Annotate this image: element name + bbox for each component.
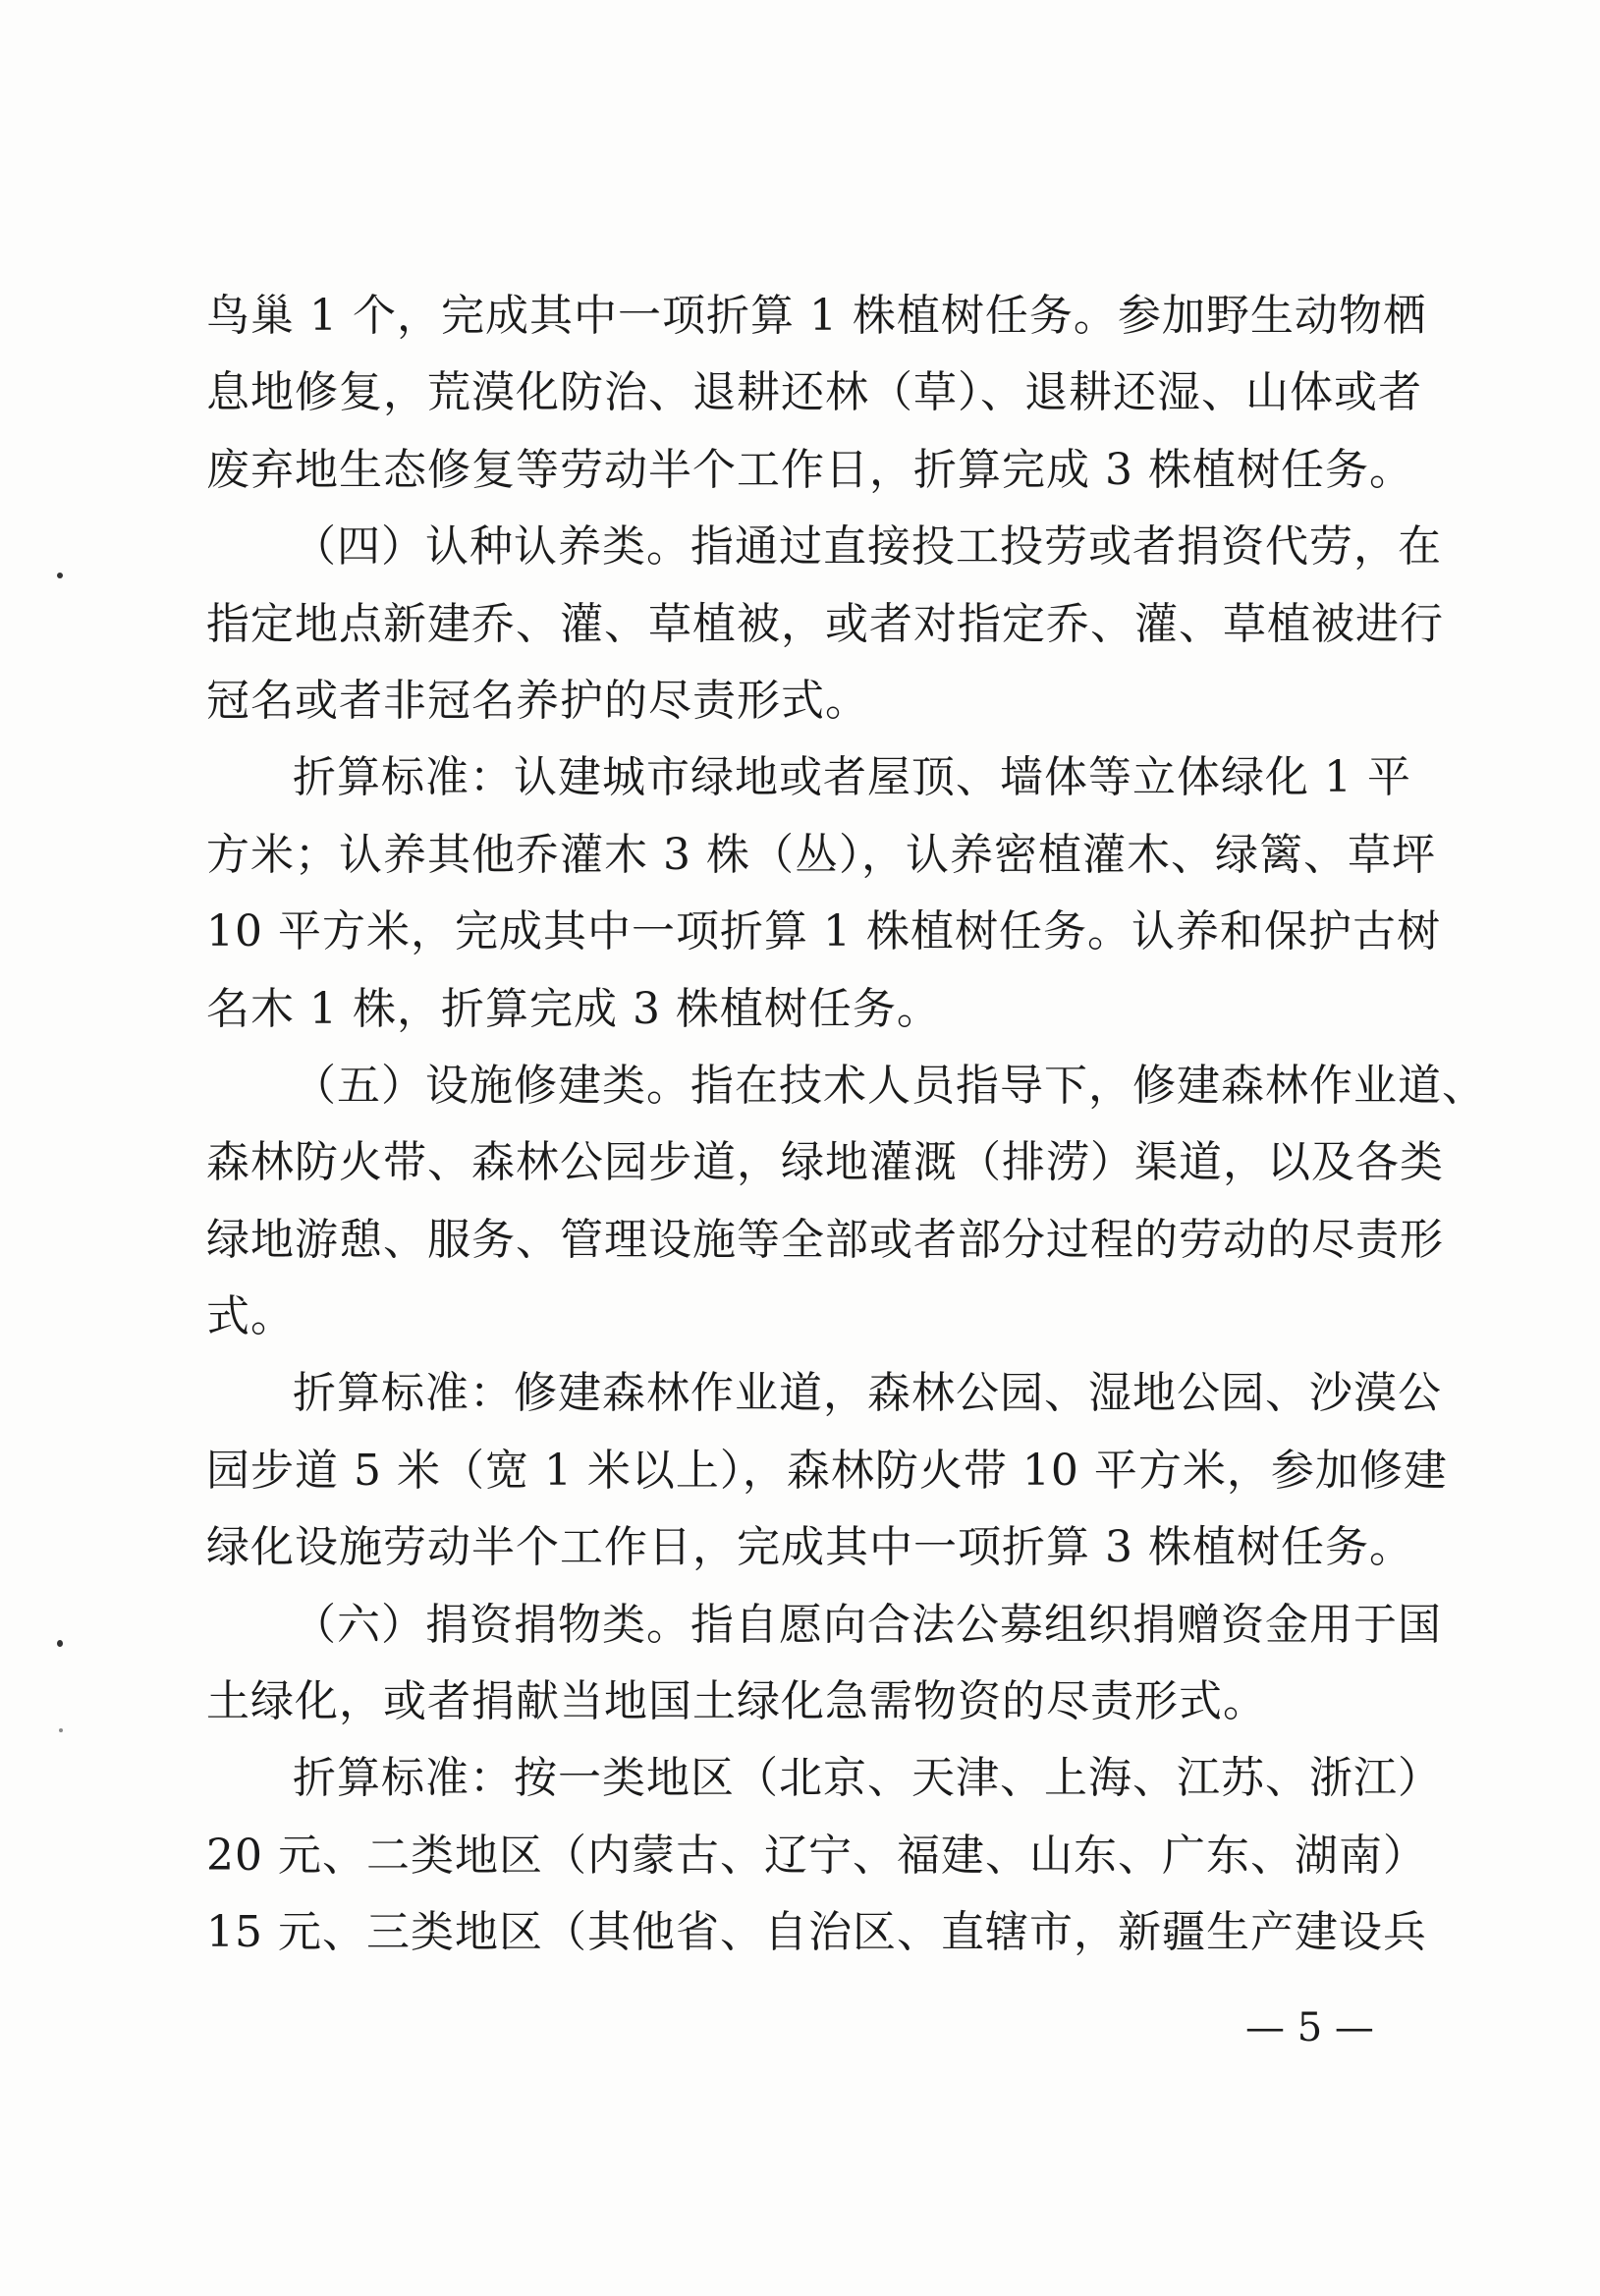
scan-speck — [57, 573, 63, 578]
body-line: 园步道 5 米（宽 1 米以上），森林防火带 10 平方米，参加修建 — [206, 1445, 1448, 1496]
body-line: 20 元、二类地区（内蒙古、辽宁、福建、山东、广东、湖南） — [206, 1830, 1427, 1881]
body-line: 方米；认养其他乔灌木 3 株（丛），认养密植灌木、绿篱、草坪 — [206, 829, 1436, 880]
body-line: 指定地点新建乔、灌、草植被，或者对指定乔、灌、草植被进行 — [206, 598, 1444, 649]
paragraph-start-line: 折算标准：认建城市绿地或者屋顶、墙体等立体绿化 1 平 — [293, 752, 1411, 803]
body-line: 息地修复，荒漠化防治、退耕还林（草）、退耕还湿、山体或者 — [206, 367, 1422, 418]
body-line: 冠名或者非冠名养护的尽责形式。 — [206, 675, 869, 726]
scan-speck — [57, 1640, 63, 1647]
body-line: 鸟巢 1 个，完成其中一项折算 1 株植树任务。参加野生动物栖 — [206, 291, 1427, 341]
body-line: 绿化设施劳动半个工作日，完成其中一项折算 3 株植树任务。 — [206, 1522, 1413, 1573]
body-line: 绿地游憩、服务、管理设施等全部或者部分过程的劳动的尽责形 — [206, 1214, 1444, 1265]
document-body — [206, 278, 1486, 1972]
scan-speck — [59, 1728, 63, 1732]
body-line: 10 平方米，完成其中一项折算 1 株植树任务。认养和保护古树 — [206, 906, 1441, 957]
body-line: 式。 — [206, 1291, 295, 1342]
section-heading-line: （五）设施修建类。指在技术人员指导下，修建森林作业道、 — [293, 1060, 1486, 1111]
section-heading-line: （四）认种认养类。指通过直接投工投劳或者捐资代劳，在 — [293, 521, 1442, 573]
body-line: 名木 1 株，折算完成 3 株植树任务。 — [206, 983, 941, 1034]
body-line: 土绿化，或者捐献当地国土绿化急需物资的尽责形式。 — [206, 1676, 1267, 1727]
page-number: — 5 — — [1245, 2005, 1374, 2050]
paragraph-start-line: 折算标准：修建森林作业道，森林公园、湿地公园、沙漠公 — [293, 1368, 1442, 1419]
body-line: 废弃地生态修复等劳动半个工作日，折算完成 3 株植树任务。 — [206, 444, 1413, 495]
paragraph-start-line: 折算标准：按一类地区（北京、天津、上海、江苏、浙江） — [293, 1753, 1442, 1804]
body-line: 森林防火带、森林公园步道，绿地灌溉（排涝）渠道，以及各类 — [206, 1137, 1444, 1188]
body-line: 15 元、三类地区（其他省、自治区、直辖市，新疆生产建设兵 — [206, 1907, 1427, 1958]
section-heading-line: （六）捐资捐物类。指自愿向合法公募组织捐赠资金用于国 — [293, 1599, 1442, 1650]
